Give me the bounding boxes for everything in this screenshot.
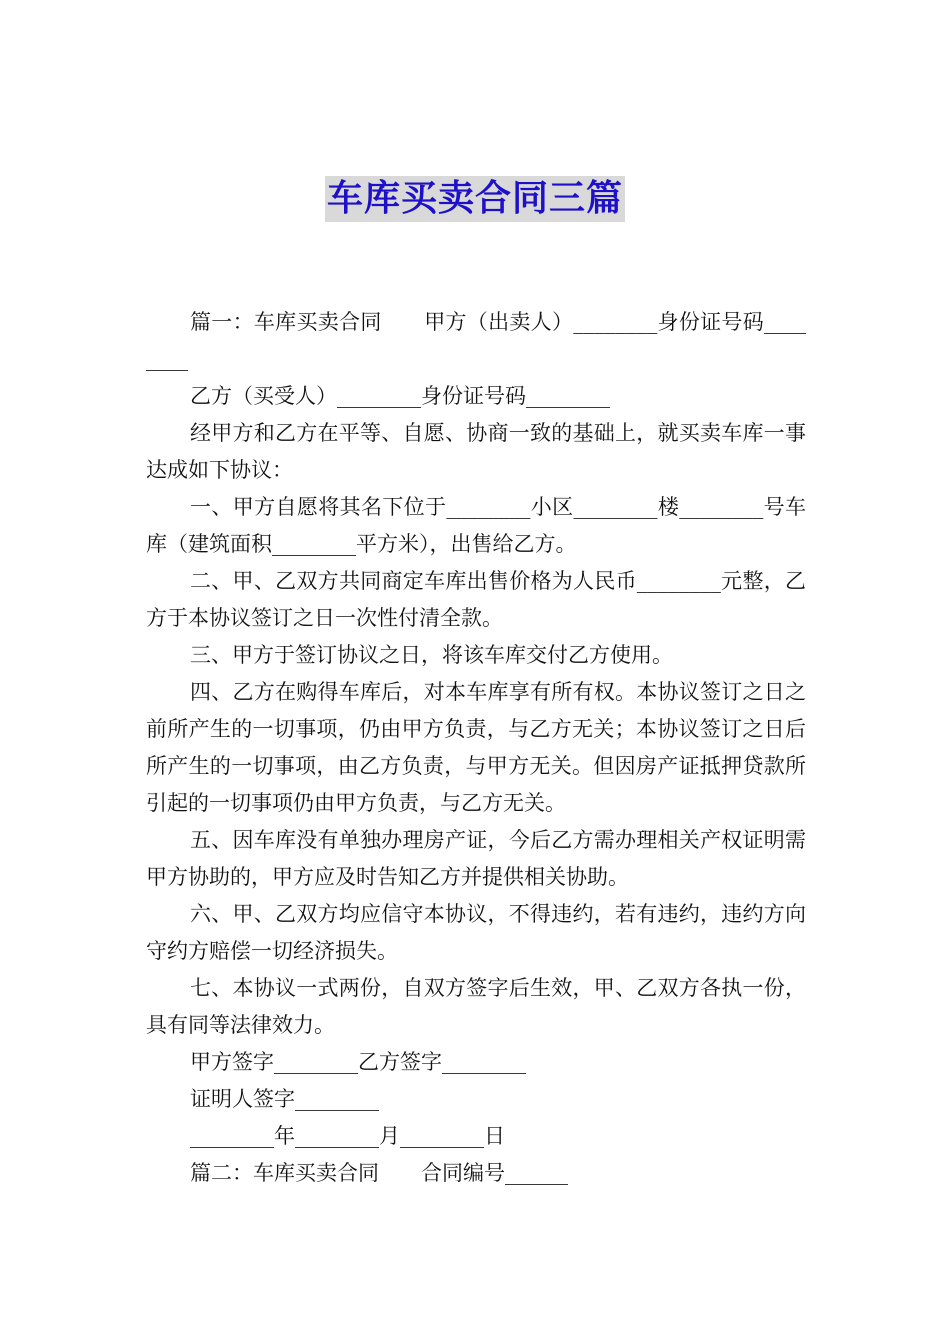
paragraph-part-one-header: 篇一：车库买卖合同 甲方（出卖人）________身份证号码________: [146, 310, 806, 371]
date-line: ________年________月________日: [190, 1124, 505, 1148]
paragraph-part-two-header: 篇二：车库买卖合同 合同编号______: [190, 1161, 568, 1185]
paragraph-preamble: 经甲方和乙方在平等、自愿、协商一致的基础上，就买卖车库一事达成如下协议：: [146, 421, 806, 482]
signature-line-parties: 甲方签字________乙方签字________: [190, 1050, 526, 1074]
paragraph-clause-4: 四、乙方在购得车库后，对本车库享有所有权。本协议签订之日之前所产生的一切事项，仍由甲方负责，与乙方无关；本协议签订之日后所产生的一切事项，由乙方负责，与甲方无关。但因房产证抵押贷款所引起的一切事项仍由甲方负责，与乙方无关。: [146, 680, 806, 815]
paragraph-clause-5: 五、因车库没有单独办理房产证，今后乙方需办理相关产权证明需甲方协助的，甲方应及时告知乙方并提供相关协助。: [146, 828, 806, 889]
paragraph-party-b: 乙方（买受人）________身份证号码________: [190, 384, 610, 408]
paragraph-clause-7: 七、本协议一式两份，自双方签字后生效，甲、乙双方各执一份，具有同等法律效力。: [146, 976, 806, 1037]
signature-line-witness: 证明人签字________: [190, 1087, 379, 1111]
document-title: 车库买卖合同三篇: [325, 176, 625, 222]
document-body: [146, 304, 806, 1192]
paragraph-clause-2: 二、甲、乙双方共同商定车库出售价格为人民币________元整，乙方于本协议签订之日一次性付清全款。: [146, 569, 806, 630]
paragraph-clause-1: 一、甲方自愿将其名下位于________小区________楼________号车库（建筑面积________平方米），出售给乙方。: [146, 495, 806, 556]
paragraph-clause-6: 六、甲、乙双方均应信守本协议，不得违约，若有违约，违约方向守约方赔偿一切经济损失。: [146, 902, 806, 963]
title-container: [0, 176, 950, 222]
paragraph-clause-3: 三、甲方于签订协议之日，将该车库交付乙方使用。: [190, 643, 673, 667]
